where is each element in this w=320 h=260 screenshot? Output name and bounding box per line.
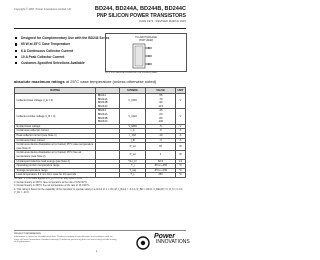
note-item: 3. Derate linearly to 150°C free air temperature at the rate of 16 mW/°C. bbox=[14, 184, 91, 188]
feature-item: Customer-Specified Selections Available bbox=[14, 60, 102, 66]
unit-cell: °C bbox=[175, 164, 185, 169]
ratings-heading: absolute maximum ratings at 25°C case temperature (unless otherwise noted) bbox=[14, 79, 157, 84]
symbol-cell: T_L bbox=[120, 173, 146, 178]
unit-cell: W bbox=[175, 151, 185, 159]
rating-cell: Continuous device dissipation at (or below) 25°C free air temperature (see Note 3) bbox=[15, 151, 96, 159]
rating-cell: Peak collector current (see Note 1) bbox=[15, 133, 96, 138]
copyright-notice: Copyright © 1997, Power Innovations Limited, UK bbox=[14, 8, 72, 11]
device-cell-line: BD244C bbox=[97, 104, 108, 108]
rating-cell: Emitter-base voltage bbox=[15, 124, 96, 129]
value-cell-line: 65 bbox=[159, 144, 162, 148]
feature-item: 10 A Peak Collector Current bbox=[14, 54, 102, 60]
unit-cell: V bbox=[175, 94, 185, 109]
column-header: VALUE bbox=[146, 88, 176, 94]
device-cell-line: BD244A bbox=[97, 112, 108, 116]
brand-logo-subtext: INNOVATIONS bbox=[156, 239, 190, 245]
product-type: PNP SILICON POWER TRANSISTORS bbox=[96, 13, 186, 19]
value-cell-line: -55 bbox=[158, 94, 163, 97]
revision-date: JUNE 1973 - REVISED MARCH 1997 bbox=[138, 19, 186, 23]
table-row bbox=[15, 94, 186, 109]
column-header: UNIT bbox=[177, 88, 184, 92]
title-block bbox=[95, 6, 186, 23]
package-diagram bbox=[105, 33, 187, 72]
unit-cell: mJ bbox=[175, 159, 185, 164]
value-cell bbox=[146, 151, 176, 159]
value-cell-line: -70 bbox=[158, 97, 163, 101]
device-cell bbox=[96, 151, 120, 159]
part-numbers: BD244, BD244A, BD244B, BD244C bbox=[94, 6, 186, 12]
product-information-label: PRODUCT INFORMATION bbox=[14, 233, 41, 235]
symbol-cell: I_CM bbox=[120, 133, 146, 138]
device-cell-line: BD244B bbox=[97, 101, 108, 105]
value-cell-line: -90 bbox=[158, 101, 163, 105]
symbol-cell: V_EBO bbox=[120, 124, 146, 129]
note-item: NOTES: 1. This value applies for t_p ≤ 0.3 ms, duty cycle ≤ 10%. bbox=[14, 177, 83, 180]
device-cell-line: BD244C bbox=[97, 120, 108, 124]
pin-label-e: E bbox=[148, 62, 150, 66]
footer-text bbox=[14, 233, 118, 244]
symbol-cell: T_stg bbox=[120, 168, 146, 173]
symbol-cell: I_C bbox=[120, 129, 146, 134]
power-innovations-logo-icon bbox=[134, 235, 152, 251]
rating-cell: Storage temperature range bbox=[15, 168, 96, 173]
rating-cell: Continuous collector current bbox=[15, 129, 96, 134]
device-cell bbox=[96, 94, 120, 109]
device-cell-line: BD244 bbox=[97, 94, 106, 97]
unit-cell: A bbox=[175, 138, 185, 143]
rating-cell: Operating junction temperature range bbox=[15, 164, 96, 169]
column-header: RATING bbox=[15, 88, 96, 94]
pin-label-b: B bbox=[148, 46, 150, 50]
value-cell bbox=[146, 109, 176, 124]
symbol-cell: T_j bbox=[120, 164, 146, 169]
unit-cell: A bbox=[175, 133, 185, 138]
value-cell-line: 62.5 bbox=[157, 159, 164, 163]
rating-cell: Continuous device dissipation at (or below) 25°C case temperature (see Note 2) bbox=[15, 143, 96, 151]
note-item: 2. Derate linearly to 150°C case temperature at the rate of 0.52 W/°C. bbox=[14, 180, 88, 184]
value-cell-line: -45 bbox=[158, 109, 163, 113]
rating-cell: Lead temperature 3.2 mm from case for 10 seconds bbox=[15, 173, 96, 178]
device-cell bbox=[96, 109, 120, 124]
value-cell-line: 2 bbox=[159, 153, 162, 157]
value-cell-line: -60 bbox=[158, 112, 163, 116]
feature-item: 65 W at 25°C Case Temperature bbox=[14, 41, 102, 47]
device-cell-line: BD244A bbox=[97, 97, 108, 101]
note-item: 4. This rating is based on the capability of the transistor to operate safely in a circuit of: L = 20 mH, I_B(on) = -0.4 A, R_BE = 100 Ω, V_BE(off) = 0, R_S = 0.1 Ω, V_CC = -20 V. bbox=[14, 187, 183, 195]
notes-section bbox=[14, 177, 186, 195]
rating-cell: Unclamped inductive load energy (see Note 4) bbox=[15, 159, 96, 164]
unit-cell: A bbox=[175, 129, 185, 134]
value-cell bbox=[146, 94, 176, 109]
table-row bbox=[15, 109, 186, 124]
device-cell-line: BD244B bbox=[97, 116, 108, 120]
value-cell-line: -65 to +150 bbox=[153, 164, 168, 168]
value-cell-line: -115 bbox=[158, 104, 164, 108]
header-rule bbox=[14, 28, 186, 29]
unit-cell: W bbox=[175, 143, 185, 151]
footer-rule bbox=[14, 230, 186, 231]
device-cell-line: BD244 bbox=[97, 109, 106, 113]
symbol-cell: P_tot bbox=[120, 151, 146, 159]
unit-cell: V bbox=[175, 124, 185, 129]
symbol-cell: I_B bbox=[120, 138, 146, 143]
value-cell-line: -5 bbox=[159, 124, 162, 128]
rating-cell: Collector-emitter voltage (I_B = 0) bbox=[15, 109, 96, 124]
value-cell-line: 250 bbox=[158, 173, 163, 177]
value-cell-line: -65 to +150 bbox=[153, 168, 168, 172]
table-row bbox=[15, 143, 186, 151]
feature-list bbox=[14, 35, 110, 66]
value-cell-line: -80 bbox=[158, 116, 163, 120]
value-cell bbox=[146, 143, 176, 151]
brand-logo-text: Power bbox=[154, 233, 176, 240]
value-cell-line: -3 bbox=[159, 138, 162, 142]
ratings-table bbox=[14, 87, 186, 178]
table-row bbox=[15, 151, 186, 159]
unit-cell: V bbox=[175, 109, 185, 124]
feature-item: Designed for Complementary Use with the BD243 Series bbox=[14, 35, 102, 41]
feature-item: 6 A Continuous Collector Current bbox=[14, 48, 102, 54]
column-header: SYMBOL bbox=[120, 88, 146, 94]
rating-cell: Collector-base voltage (I_E = 0) bbox=[15, 94, 96, 109]
device-cell bbox=[96, 143, 120, 151]
symbol-cell: ½LI_C² bbox=[120, 159, 146, 164]
page-number: 1 bbox=[96, 250, 98, 253]
symbol-cell: V_CEO bbox=[120, 109, 146, 124]
value-cell-line: -100 bbox=[157, 120, 164, 124]
disclaimer-text: Information is current as of publication date. Products conform to specifications in accordance with the terms of Power Innovations standard warranty. Production processing does not necessarily include testing of all parameters. bbox=[14, 235, 117, 244]
unit-cell: °C bbox=[175, 173, 185, 178]
symbol-cell: V_CBO bbox=[120, 94, 146, 109]
package-note: Pin 2 is in electrical contact with the mounting base. bbox=[105, 72, 158, 74]
ratings-table-body bbox=[15, 94, 186, 178]
value-cell-line: -6 bbox=[159, 129, 162, 133]
unit-cell: °C bbox=[175, 168, 185, 173]
value-cell-line: -10 bbox=[158, 133, 163, 137]
symbol-cell: P_tot bbox=[120, 143, 146, 151]
package-caption: TO-220 PACKAGE (TOP VIEW) bbox=[135, 36, 157, 42]
pin-label-c: C bbox=[148, 54, 150, 58]
rating-cell: Continuous base current bbox=[15, 138, 96, 143]
